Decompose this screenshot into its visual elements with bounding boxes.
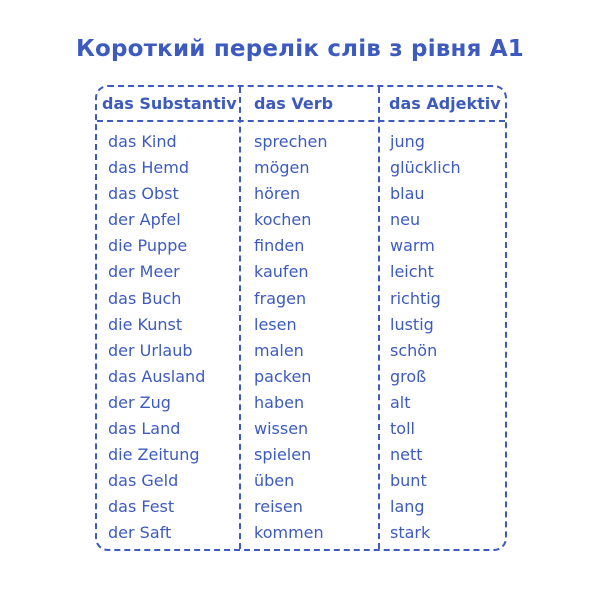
word-item: fragen — [254, 288, 307, 308]
word-item: kochen — [254, 210, 312, 230]
word-item: glücklich — [390, 158, 461, 178]
word-item: der Apfel — [108, 210, 181, 230]
word-item: toll — [390, 419, 415, 439]
word-item: kommen — [254, 523, 324, 543]
word-item: richtig — [390, 288, 441, 308]
column-substantiv-list — [108, 129, 205, 547]
page-title: Короткий перелік слів з рівня А1 — [75, 36, 524, 62]
word-item: neu — [390, 210, 421, 230]
word-item: jung — [390, 132, 425, 151]
word-item: das Land — [108, 419, 181, 439]
word-item: groß — [390, 366, 427, 386]
word-item: üben — [254, 471, 295, 491]
word-item: reisen — [254, 497, 303, 517]
word-item: der Meer — [108, 262, 180, 282]
word-item: der Zug — [108, 392, 171, 412]
word-item: das Hemd — [108, 158, 189, 178]
word-item: lesen — [254, 314, 297, 334]
word-item: mögen — [254, 158, 310, 178]
column-header-verb: das Verb — [254, 94, 334, 113]
word-item: wissen — [254, 419, 309, 439]
word-item: stark — [390, 523, 431, 543]
word-item: sprechen — [254, 132, 328, 151]
word-item: haben — [254, 392, 305, 412]
word-item: schön — [390, 340, 438, 360]
word-item: hören — [254, 184, 301, 204]
word-item: der Urlaub — [108, 340, 193, 360]
word-item: das Geld — [108, 471, 179, 491]
word-item: das Fest — [108, 497, 175, 517]
column-header-substantiv: das Substantiv — [102, 94, 237, 113]
word-item: blau — [390, 184, 425, 204]
word-item: leicht — [390, 262, 434, 282]
word-item: warm — [390, 236, 435, 256]
word-item: nett — [390, 445, 423, 465]
word-item: malen — [254, 340, 304, 360]
word-item: lang — [390, 497, 425, 517]
column-divider — [239, 87, 241, 549]
word-table — [95, 85, 507, 551]
word-item: packen — [254, 366, 312, 386]
word-item: bunt — [390, 471, 427, 491]
column-divider — [378, 87, 380, 549]
word-item: spielen — [254, 445, 312, 465]
header-divider — [97, 120, 505, 122]
word-item: alt — [390, 392, 411, 412]
word-item: lustig — [390, 314, 434, 334]
column-verb-list — [254, 129, 327, 547]
word-item: das Buch — [108, 288, 182, 308]
column-adjektiv-list — [390, 129, 461, 547]
word-item: die Kunst — [108, 314, 183, 334]
word-item: das Kind — [108, 132, 177, 151]
column-header-adjektiv: das Adjektiv — [389, 94, 501, 113]
word-item: das Ausland — [108, 366, 206, 386]
word-item: der Saft — [108, 523, 172, 543]
word-item: finden — [254, 236, 305, 256]
word-item: das Obst — [108, 184, 179, 204]
word-item: kaufen — [254, 262, 309, 282]
word-item: die Puppe — [108, 236, 188, 256]
word-item: die Zeitung — [108, 445, 200, 465]
